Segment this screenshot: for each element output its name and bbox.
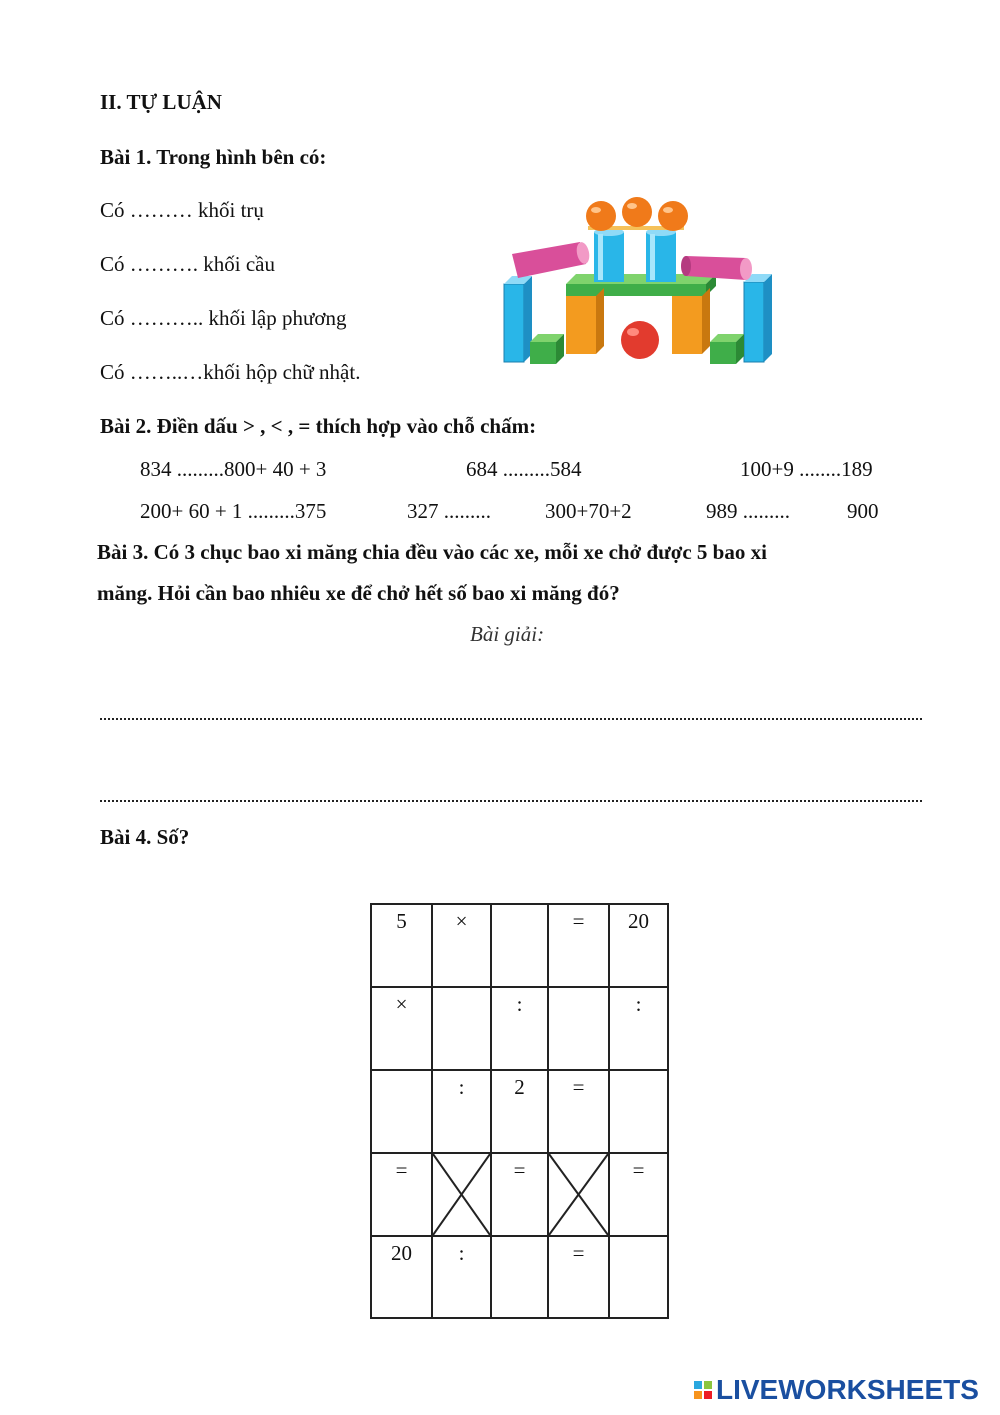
- grid-row: [371, 1070, 668, 1153]
- answer-line-2[interactable]: [100, 800, 922, 802]
- bai2-r1-c3: 100+9 ........189: [740, 457, 873, 481]
- grid-row: [371, 1236, 668, 1318]
- bai2-title: Bài 2. Điền dấu > , < , = thích hợp vào chỗ chấm:: [100, 414, 537, 438]
- grid-cell-value: 20: [391, 1241, 412, 1265]
- grid-cell: [491, 1070, 548, 1153]
- grid-cell-value: ×: [395, 992, 408, 1016]
- grid-cell: [548, 1236, 609, 1318]
- answer-line-1[interactable]: [100, 718, 922, 720]
- grid-cell: [548, 1070, 609, 1153]
- bai2-r2-c4: 989 .........: [706, 499, 790, 523]
- bai2-r1-c1: 834 .........800+ 40 + 3: [140, 457, 327, 481]
- grid-cell-value: 5: [396, 909, 407, 933]
- grid-cell-value: =: [572, 1075, 585, 1099]
- grid-cell: [432, 1236, 491, 1318]
- grid-cell-value: :: [516, 992, 523, 1016]
- grid-cell: [491, 987, 548, 1070]
- grid-cell-blank[interactable]: [432, 987, 491, 1070]
- red-sphere: [621, 321, 659, 359]
- grid-cell-blank[interactable]: [491, 1236, 548, 1318]
- bai3-solution-label: Bài giải:: [470, 622, 545, 646]
- grid-cell-value: =: [572, 909, 585, 933]
- grid-cell: [609, 987, 668, 1070]
- right-tall-box: [744, 274, 772, 362]
- grid-row: [371, 987, 668, 1070]
- bai1-line-cylinder: Có ……… khối trụ: [100, 198, 264, 222]
- number-puzzle-grid: [370, 903, 669, 1319]
- logo-text: LIVEWORKSHEETS: [716, 1374, 979, 1405]
- grid-cell: [548, 904, 609, 987]
- grid-cell: [371, 1236, 432, 1318]
- grid-cell-value: 2: [514, 1075, 525, 1099]
- logo-mark-icon: [694, 1381, 712, 1399]
- grid-cell: [371, 904, 432, 987]
- section-title: II. TỰ LUẬN: [100, 90, 222, 114]
- grid-cell: [371, 1153, 432, 1236]
- grid-cell-value: =: [513, 1158, 526, 1182]
- bai4-title: Bài 4. Số?: [100, 825, 190, 849]
- grid-row: [371, 1153, 668, 1236]
- green-cube-right: [710, 334, 744, 364]
- grid-cell: [371, 987, 432, 1070]
- grid-cell-value: :: [458, 1075, 465, 1099]
- cyan-cylinder-left: [594, 228, 624, 282]
- grid-cell-value: :: [635, 992, 642, 1016]
- bai3-line2: măng. Hỏi cần bao nhiêu xe để chở hết số bao xi măng đó?: [97, 581, 620, 605]
- liveworksheets-logo: [694, 1374, 979, 1406]
- bai1-line-cube: Có ……….. khối lập phương: [100, 306, 347, 330]
- bai1-title: Bài 1. Trong hình bên có:: [100, 145, 327, 169]
- bai1-line-sphere: Có ………. khối cầu: [100, 252, 275, 276]
- bai2-r2-c1: 200+ 60 + 1 .........375: [140, 499, 327, 523]
- grid-cell-blank[interactable]: [609, 1070, 668, 1153]
- bai1-line-box: Có ……..…khối hộp chữ nhật.: [100, 360, 361, 384]
- grid-cell-value: =: [632, 1158, 645, 1182]
- green-slab: [566, 274, 716, 296]
- bai3-line1: Bài 3. Có 3 chục bao xi măng chia đều vào các xe, mỗi xe chở được 5 bao xi: [97, 540, 767, 564]
- blocks-illustration: [500, 192, 775, 367]
- grid-cell: [609, 1153, 668, 1236]
- pink-cylinder-left: [512, 241, 591, 278]
- grid-cell-blank[interactable]: [548, 987, 609, 1070]
- cross-icon: [549, 1154, 608, 1235]
- grid-cell-value: ×: [455, 909, 468, 933]
- grid-cell-value: 20: [628, 909, 649, 933]
- bai2-r1-c2: 684 .........584: [466, 457, 582, 481]
- grid-row: [371, 904, 668, 987]
- grid-cell: [491, 1153, 548, 1236]
- grid-cell-blank[interactable]: [371, 1070, 432, 1153]
- grid-cell-crossed: [548, 1153, 609, 1236]
- grid-cell: [432, 904, 491, 987]
- bai2-r2-c2: 327 .........: [407, 499, 491, 523]
- left-tall-box: [504, 276, 532, 362]
- grid-cell-blank[interactable]: [491, 904, 548, 987]
- orange-pillar-left: [566, 288, 604, 354]
- green-cube-left: [530, 334, 564, 364]
- grid-cell: [609, 904, 668, 987]
- cross-icon: [433, 1154, 490, 1235]
- cyan-cylinder-right: [646, 228, 676, 282]
- grid-cell-blank[interactable]: [609, 1236, 668, 1318]
- bai2-r2-c5: 900: [847, 499, 879, 523]
- orange-pillar-right: [672, 288, 710, 354]
- bai2-r2-c3: 300+70+2: [545, 499, 632, 523]
- grid-cell-value: =: [572, 1241, 585, 1265]
- grid-cell-value: :: [458, 1241, 465, 1265]
- orange-spheres: [586, 197, 688, 231]
- grid-cell: [432, 1070, 491, 1153]
- grid-cell-crossed: [432, 1153, 491, 1236]
- grid-cell-value: =: [395, 1158, 408, 1182]
